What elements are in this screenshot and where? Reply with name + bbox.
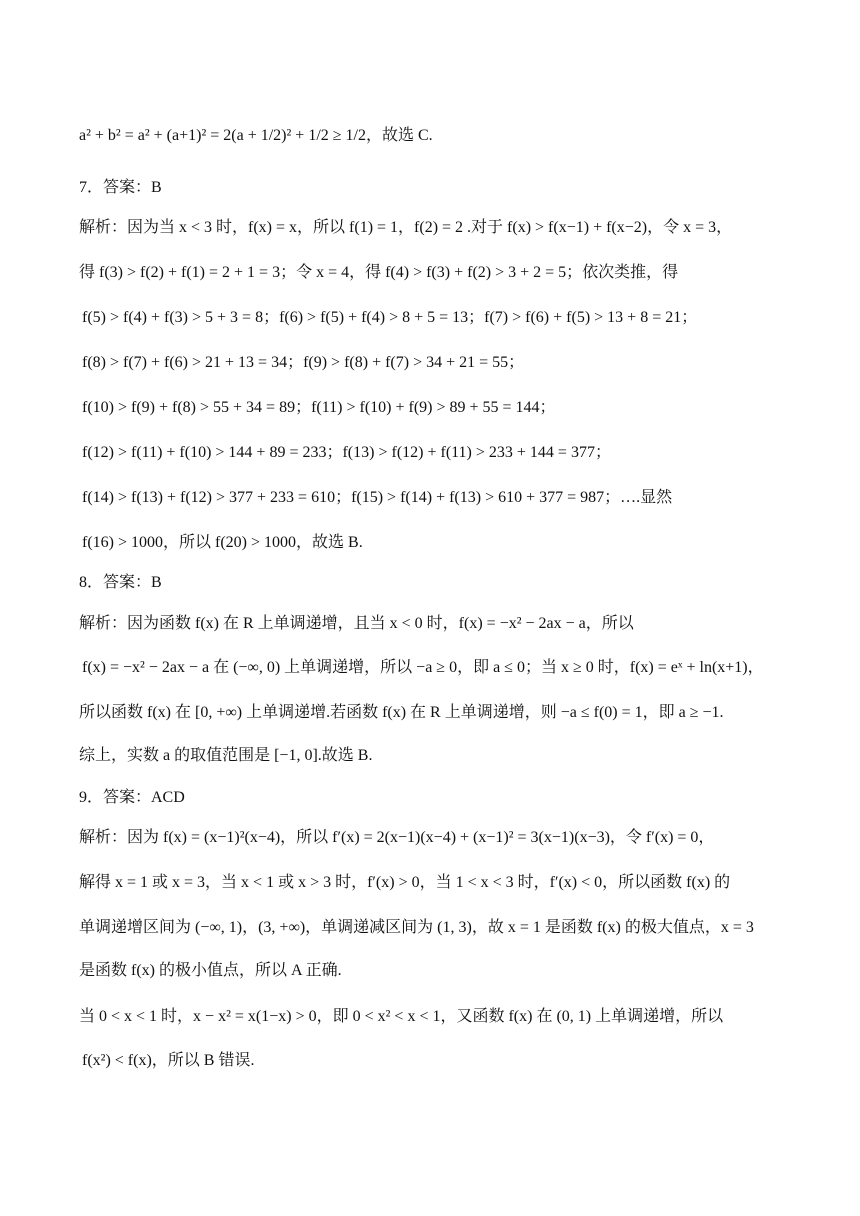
answer-heading-8: 8．答案：B [79, 574, 162, 591]
text-line: f(14) > f(13) + f(12) > 377 + 233 = 610；f(15) > f(14) + f(13) > 610 + 377 = 987；….显然 [82, 489, 673, 506]
text-line: 解析：因为 f(x) = (x−1)²(x−4)，所以 f′(x) = 2(x−1)(x−4) + (x−1)² = 3(x−1)(x−3)，令 f′(x) = 0， [79, 829, 715, 846]
text-line: f(16) > 1000，所以 f(20) > 1000，故选 B. [82, 534, 363, 551]
text-line: f(10) > f(9) + f(8) > 55 + 34 = 89；f(11) > f(10) + f(9) > 89 + 55 = 144； [82, 399, 556, 416]
text-line: 解析：因为当 x < 3 时，f(x) = x，所以 f(1) = 1，f(2) = 2 .对于 f(x) > f(x−1) + f(x−2)，令 x = 3， [79, 219, 733, 236]
text-line: 单调递增区间为 (−∞, 1)，(3, +∞)，单调递减区间为 (1, 3)，故 x = 1 是函数 f(x) 的极大值点，x = 3 [79, 919, 754, 936]
text-line: 所以函数 f(x) 在 [0, +∞) 上单调递增.若函数 f(x) 在 R 上单调递增，则 −a ≤ f(0) = 1，即 a ≥ −1. [79, 704, 724, 721]
answer-heading-9: 9．答案：ACD [79, 789, 185, 806]
text-line: f(12) > f(11) + f(10) > 144 + 89 = 233；f(13) > f(12) + f(11) > 233 + 144 = 377； [82, 444, 611, 461]
text-line: 综上，实数 a 的取值范围是 [−1, 0].故选 B. [79, 747, 373, 764]
text-line: f(x²) < f(x)，所以 B 错误. [82, 1052, 255, 1069]
answer-heading-7: 7．答案：B [79, 179, 162, 196]
text-line: 得 f(3) > f(2) + f(1) = 2 + 1 = 3；令 x = 4，得 f(4) > f(3) + f(2) > 3 + 2 = 5；依次类推，得 [79, 264, 679, 281]
text-line: f(x) = −x² − 2ax − a 在 (−∞, 0) 上单调递增，所以 −a ≥ 0，即 a ≤ 0；当 x ≥ 0 时，f(x) = eˣ + ln(x+1)， [82, 659, 764, 676]
text-line: 当 0 < x < 1 时，x − x² = x(1−x) > 0，即 0 < x² < x < 1，又函数 f(x) 在 (0, 1) 上单调递增，所以 [79, 1008, 724, 1025]
text-line: f(8) > f(7) + f(6) > 21 + 13 = 34；f(9) > f(8) + f(7) > 34 + 21 = 55； [82, 354, 525, 371]
text-line: 解得 x = 1 或 x = 3，当 x < 1 或 x > 3 时，f′(x) > 0，当 1 < x < 3 时，f′(x) < 0，所以函数 f(x) 的 [79, 874, 731, 891]
text-line: 解析：因为函数 f(x) 在 R 上单调递增，且当 x < 0 时，f(x) = −x² − 2ax − a，所以 [79, 615, 634, 632]
text-line: f(5) > f(4) + f(3) > 5 + 3 = 8；f(6) > f(5) + f(4) > 8 + 5 = 13；f(7) > f(6) + f(5) > 13 + 8 = 21； [82, 309, 698, 326]
text-line: a² + b² = a² + (a+1)² = 2(a + 1/2)² + 1/2 ≥ 1/2，故选 C. [79, 127, 433, 144]
text-line: 是函数 f(x) 的极小值点，所以 A 正确. [79, 962, 342, 979]
